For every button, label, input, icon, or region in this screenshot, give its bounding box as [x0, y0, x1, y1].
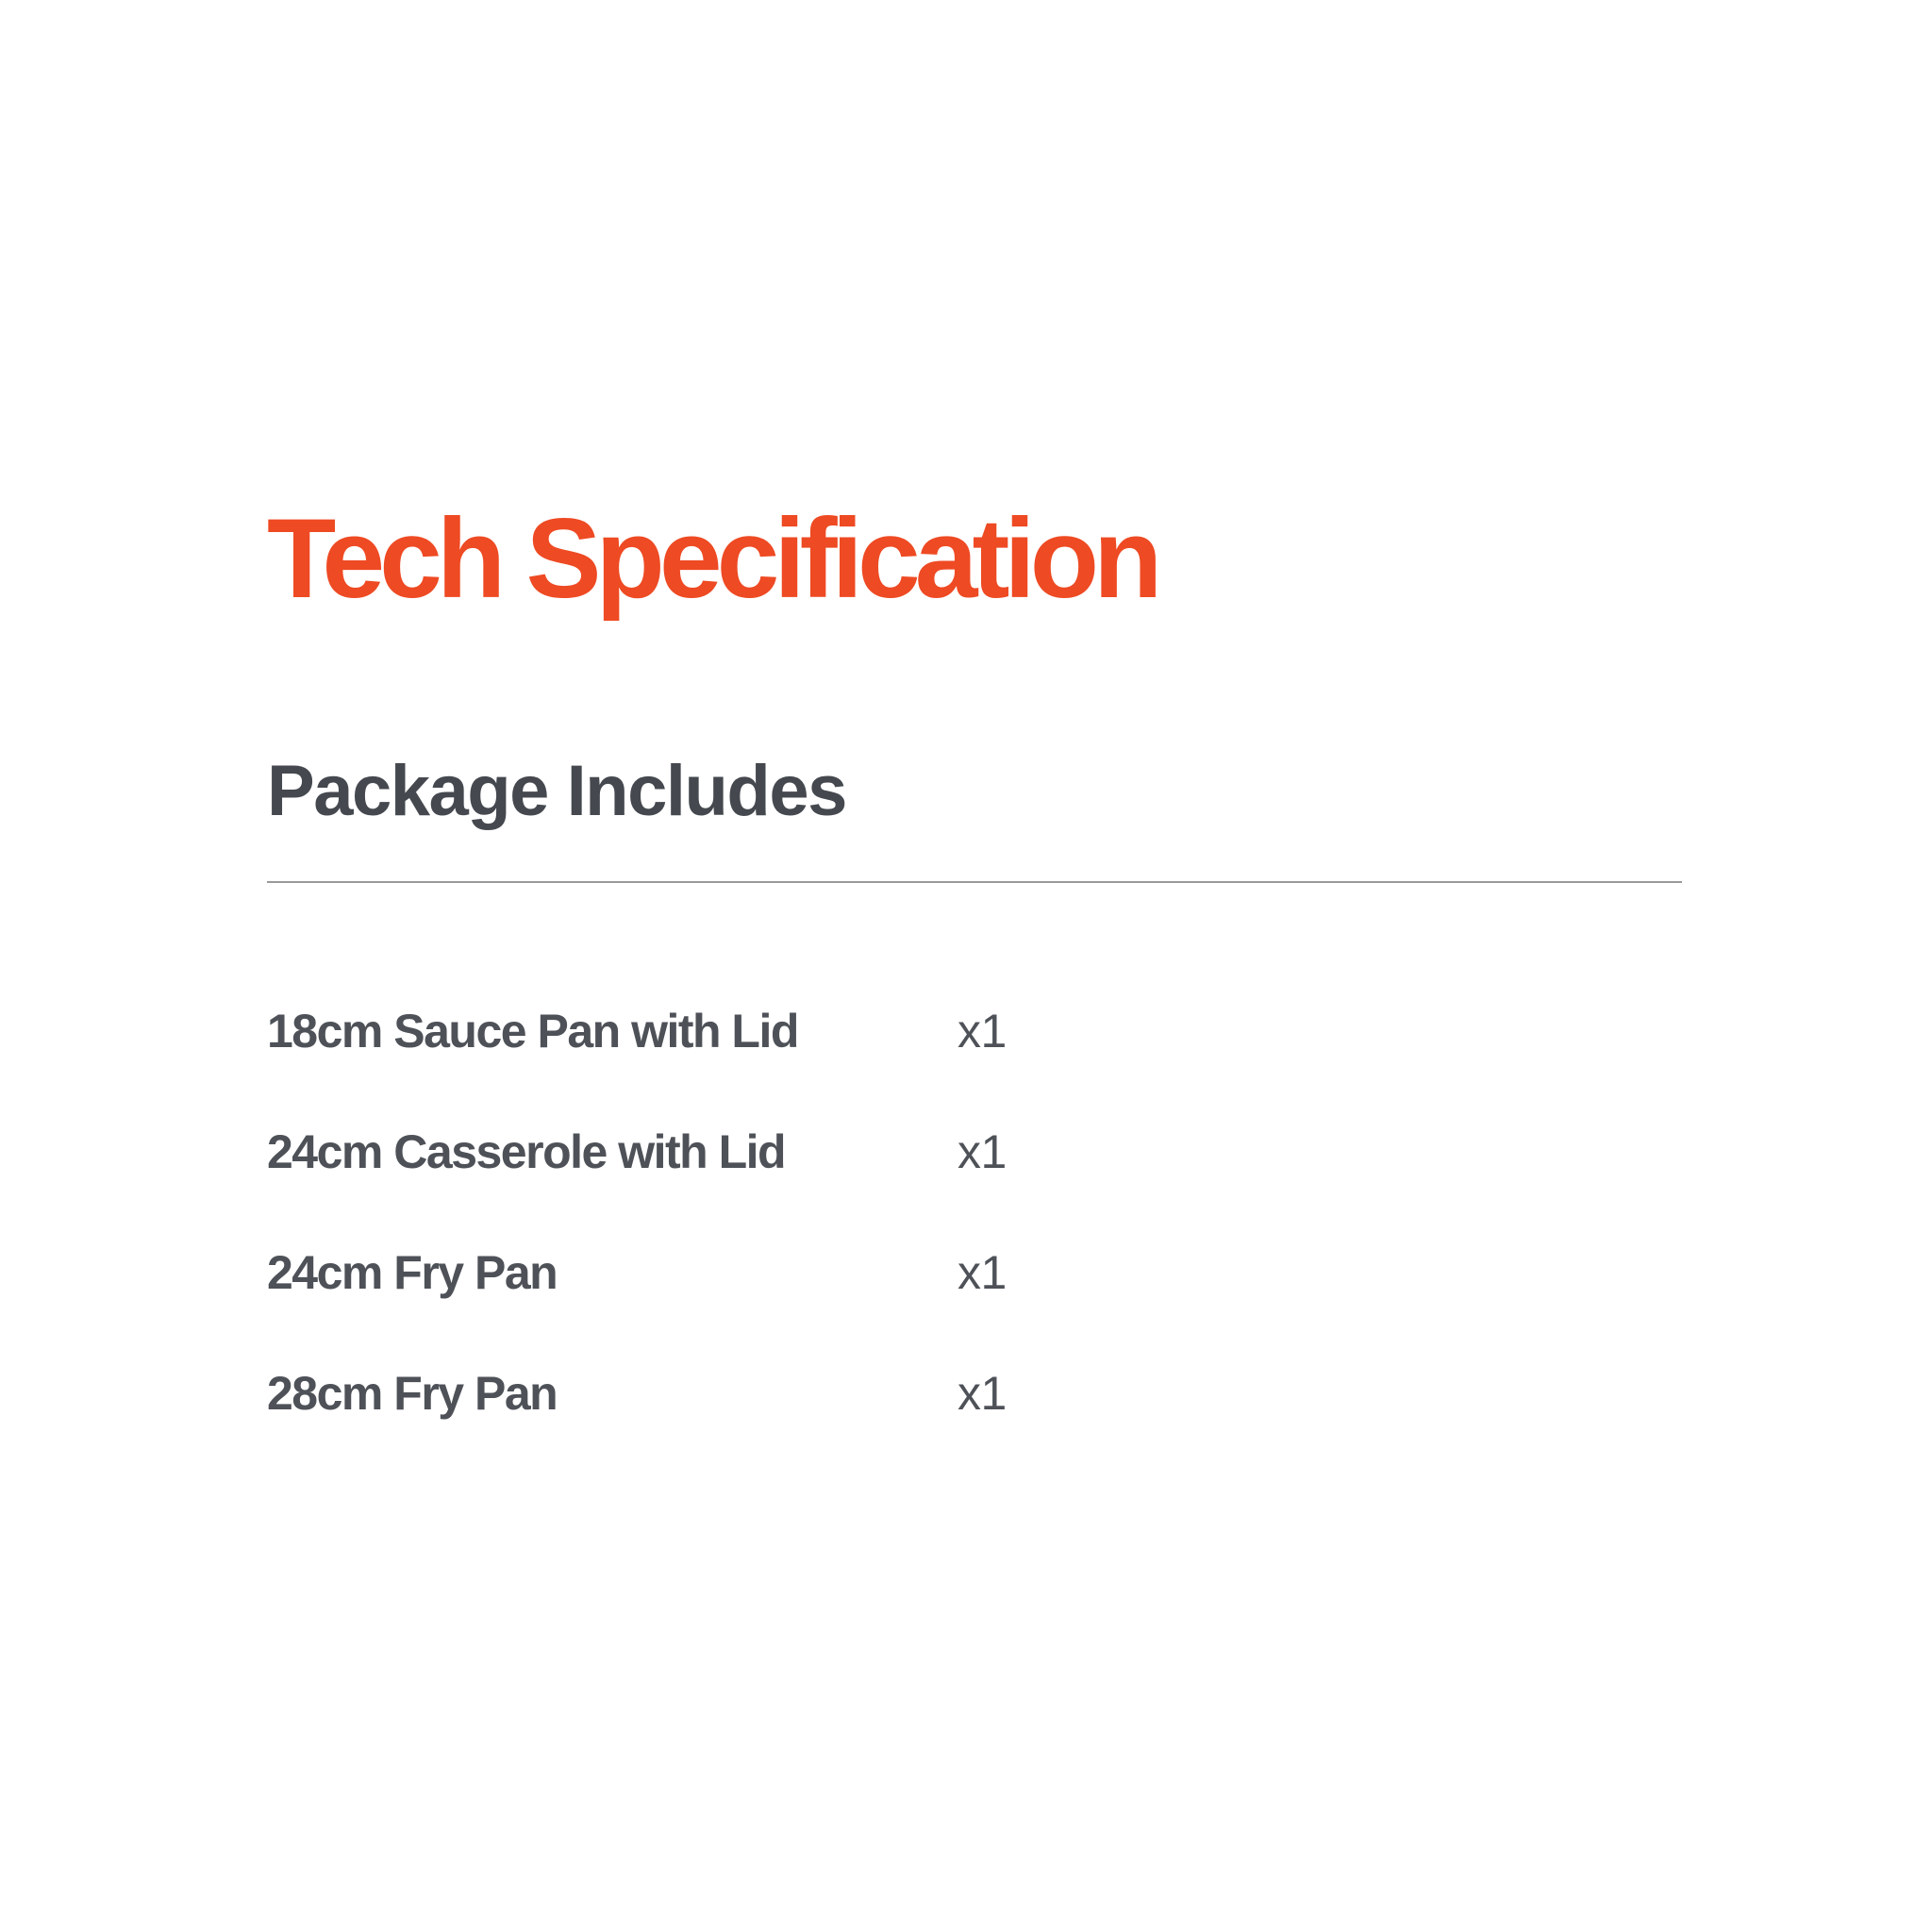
item-quantity: x1 [958, 1367, 1007, 1420]
item-quantity: x1 [958, 1005, 1007, 1058]
item-quantity: x1 [958, 1246, 1007, 1299]
package-item-row [267, 1005, 1682, 1058]
package-list [267, 1005, 1682, 1491]
package-item-row [267, 1367, 1682, 1420]
item-name: 24cm Fry Pan [267, 1246, 558, 1299]
package-includes-heading: Package Includes [267, 751, 846, 831]
item-quantity: x1 [958, 1125, 1007, 1178]
package-item-row [267, 1125, 1682, 1178]
section-divider [267, 881, 1682, 883]
item-name: 18cm Sauce Pan with Lid [267, 1005, 798, 1058]
item-name: 28cm Fry Pan [267, 1367, 558, 1420]
page-title: Tech Specification [267, 495, 1158, 622]
item-name: 24cm Casserole with Lid [267, 1125, 786, 1178]
package-item-row [267, 1246, 1682, 1299]
